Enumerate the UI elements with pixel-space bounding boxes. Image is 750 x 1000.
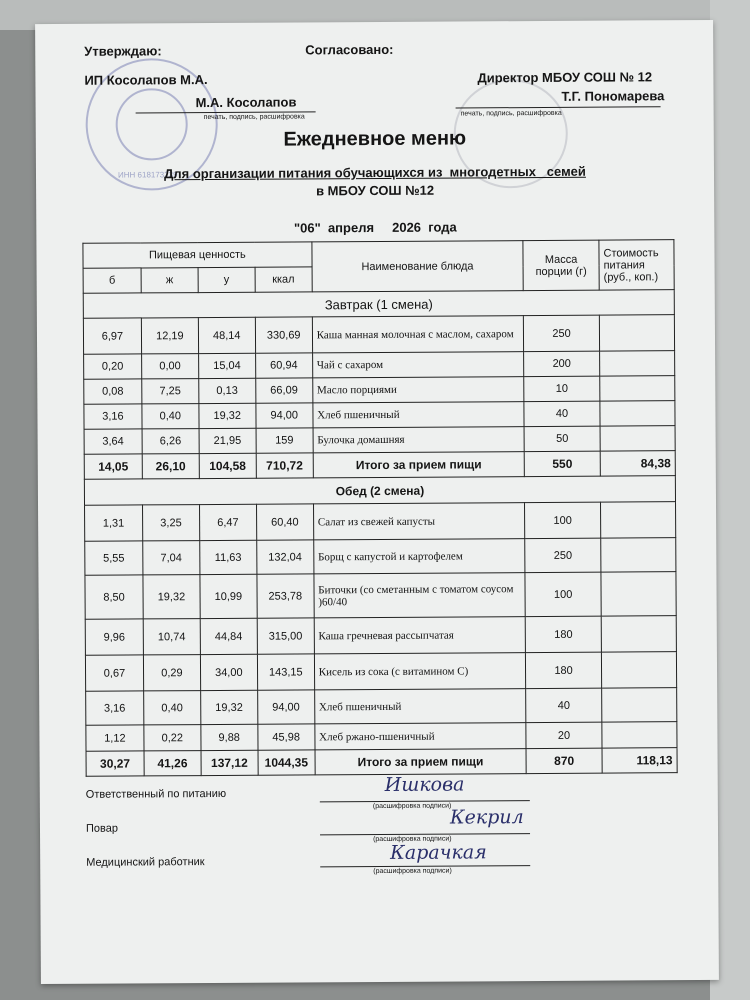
table-cell: 11,63: [200, 540, 257, 574]
total-cost: 84,38: [600, 451, 675, 476]
header-u: у: [198, 267, 255, 292]
table-cell: 45,98: [258, 724, 315, 750]
dish-mass: 40: [524, 401, 600, 426]
left-caption: печать, подпись, расшифровка: [203, 113, 305, 122]
menu-date: "06" апреля 2026 года: [293, 219, 457, 236]
dish-name: Биточки (со сметанным с томатом соусом )60/40: [314, 573, 526, 618]
cook-label: Повар: [85, 822, 119, 835]
table-cell: 3,16: [84, 404, 142, 429]
table-cell: 0,40: [144, 691, 201, 725]
table-cell: 94,00: [256, 403, 313, 428]
table-cell: 60,40: [256, 504, 313, 540]
dish-cost: [601, 652, 676, 688]
table-cell: 44,84: [200, 618, 257, 654]
dish-cost: [600, 401, 675, 426]
dish-name: Булочка домашняя: [313, 427, 525, 453]
dish-mass: 100: [525, 502, 601, 538]
dish-cost: [602, 688, 677, 722]
dish-name: Салат из свежей капусты: [313, 503, 525, 540]
table-cell: 9,96: [85, 619, 143, 655]
total-mass: 550: [524, 451, 600, 476]
total-cost: 118,13: [602, 748, 677, 773]
table-cell: 7,04: [143, 541, 200, 575]
total-u: 137,12: [201, 750, 258, 775]
dish-name: Хлеб пшеничный: [314, 689, 526, 724]
table-cell: 0,08: [84, 379, 142, 404]
dish-mass: 20: [526, 722, 602, 748]
table-cell: 94,00: [257, 690, 314, 724]
table-cell: 3,64: [84, 429, 142, 454]
total-kcal: 710,72: [256, 453, 313, 478]
dish-cost: [601, 572, 676, 616]
table-cell: 3,25: [142, 505, 199, 541]
header-cost: Стоимость питания (руб., коп.): [599, 240, 674, 290]
table-cell: 0,22: [144, 725, 201, 751]
dish-cost: [601, 616, 676, 652]
dish-mass: 180: [526, 652, 602, 688]
right-signer: Т.Г. Пономарева: [561, 88, 665, 104]
dish-cost: [599, 315, 674, 351]
table-cell: 10,74: [143, 619, 200, 655]
table-cell: 7,25: [142, 379, 199, 404]
table-cell: 48,14: [198, 317, 255, 353]
menu-table: [82, 239, 677, 777]
table-cell: 34,00: [200, 654, 257, 690]
dish-mass: 250: [524, 315, 600, 351]
table-cell: 12,19: [141, 318, 198, 354]
table-cell: 6,47: [199, 504, 256, 540]
signature-cook: Кекрил: [449, 806, 524, 829]
total-b: 14,05: [84, 454, 142, 479]
total-zh: 26,10: [142, 454, 199, 479]
dish-cost: [601, 538, 676, 572]
responsible-label: Ответственный по питанию: [85, 787, 227, 801]
dish-name: Каша гречневая рассыпчатая: [314, 617, 526, 654]
table-cell: 0,29: [143, 655, 200, 691]
table-cell: 0,13: [199, 378, 256, 403]
table-cell: 0,40: [142, 404, 199, 429]
left-signer: М.А. Косолапов: [195, 94, 297, 111]
total-label: Итого за прием пищи: [315, 749, 527, 775]
dish-mass: 250: [525, 538, 601, 572]
right-org: Директор МБОУ СОШ № 12: [477, 69, 653, 86]
total-label: Итого за прием пищи: [313, 452, 525, 478]
dish-cost: [600, 426, 675, 451]
left-org: ИП Косолапов М.А.: [84, 72, 208, 88]
table-cell: 3,16: [86, 691, 144, 725]
medic-label: Медицинский работник: [86, 856, 205, 869]
table-cell: 143,15: [257, 654, 314, 690]
signature-medic: Карачкая: [390, 841, 487, 864]
table-cell: 330,69: [255, 317, 312, 353]
dish-mass: 10: [524, 376, 600, 401]
table-cell: 1,12: [86, 725, 144, 751]
total-b: 30,27: [86, 751, 144, 776]
total-kcal: 1044,35: [258, 750, 315, 775]
dish-cost: [601, 502, 676, 538]
dish-mass: 40: [526, 688, 602, 722]
table-cell: 19,32: [200, 690, 257, 724]
dish-name: Каша манная молочная с маслом, сахаром: [312, 316, 524, 353]
approve-label: Утверждаю:: [84, 43, 162, 59]
subtitle-line-2: в МБОУ СОШ №12: [316, 182, 435, 199]
menu-sheet: [35, 20, 719, 984]
agree-label: Согласовано:: [305, 41, 394, 58]
total-zh: 41,26: [144, 751, 201, 776]
table-cell: 21,95: [199, 428, 256, 453]
dish-cost: [600, 376, 675, 401]
table-cell: 60,94: [255, 353, 312, 378]
dish-cost: [602, 722, 677, 748]
signature-caption: (расшифровка подписи): [372, 802, 452, 811]
signature-caption: (расшифровка подписи): [373, 867, 452, 876]
header-kcal: ккал: [255, 267, 312, 292]
total-u: 104,58: [199, 453, 256, 478]
subtitle-line-1: Для организации питания обучающихся из многодетных семей: [164, 163, 586, 182]
table-cell: 0,67: [85, 655, 143, 691]
header-b: б: [83, 268, 141, 293]
dish-name: Чай с сахаром: [312, 352, 524, 378]
table-cell: 132,04: [256, 540, 313, 574]
lunch-title: Обед (2 смена): [84, 476, 675, 506]
signature-responsible: Ишкова: [384, 773, 465, 796]
header-name: Наименование блюда: [312, 241, 524, 292]
table-cell: 5,55: [85, 541, 143, 575]
table-cell: 19,32: [199, 403, 256, 428]
table-cell: 315,00: [257, 618, 314, 654]
dish-mass: 180: [525, 616, 601, 652]
table-cell: 1,31: [85, 505, 143, 541]
table-cell: 8,50: [85, 575, 143, 619]
table-cell: 0,00: [141, 354, 198, 379]
table-cell: 10,99: [200, 574, 257, 618]
dish-name: Хлеб ржано-пшеничный: [315, 723, 527, 750]
header-mass: Масса порции (г): [523, 240, 599, 290]
total-mass: 870: [526, 748, 602, 773]
table-cell: 15,04: [198, 353, 255, 378]
dish-name: Борщ с капустой и картофелем: [313, 539, 525, 574]
breakfast-title: Завтрак (1 смена): [83, 290, 674, 319]
dish-mass: 200: [524, 351, 600, 376]
dish-name: Масло порциями: [312, 377, 524, 403]
right-caption: печать, подпись, расшифровка: [460, 109, 562, 118]
dish-mass: 100: [525, 572, 601, 616]
page-title: Ежедневное меню: [283, 127, 467, 151]
table-cell: 6,26: [142, 429, 199, 454]
dish-mass: 50: [524, 426, 600, 451]
table-cell: 6,97: [83, 318, 141, 354]
table-cell: 159: [256, 428, 313, 453]
stamp-inn-text: ИНН 618173239: [117, 170, 178, 180]
signature-caption: (расшифровка подписи): [373, 835, 452, 844]
header-nutrition: Пищевая ценность: [83, 242, 312, 268]
dish-name: Хлеб пшеничный: [313, 402, 525, 428]
table-cell: 66,09: [255, 378, 312, 403]
dish-cost: [600, 351, 675, 376]
table-cell: 253,78: [257, 574, 314, 618]
table-cell: 0,20: [84, 354, 142, 379]
dish-name: Кисель из сока (с витамином С): [314, 653, 526, 690]
header-zh: ж: [141, 268, 198, 293]
table-cell: 19,32: [143, 575, 200, 619]
table-cell: 9,88: [201, 724, 258, 750]
